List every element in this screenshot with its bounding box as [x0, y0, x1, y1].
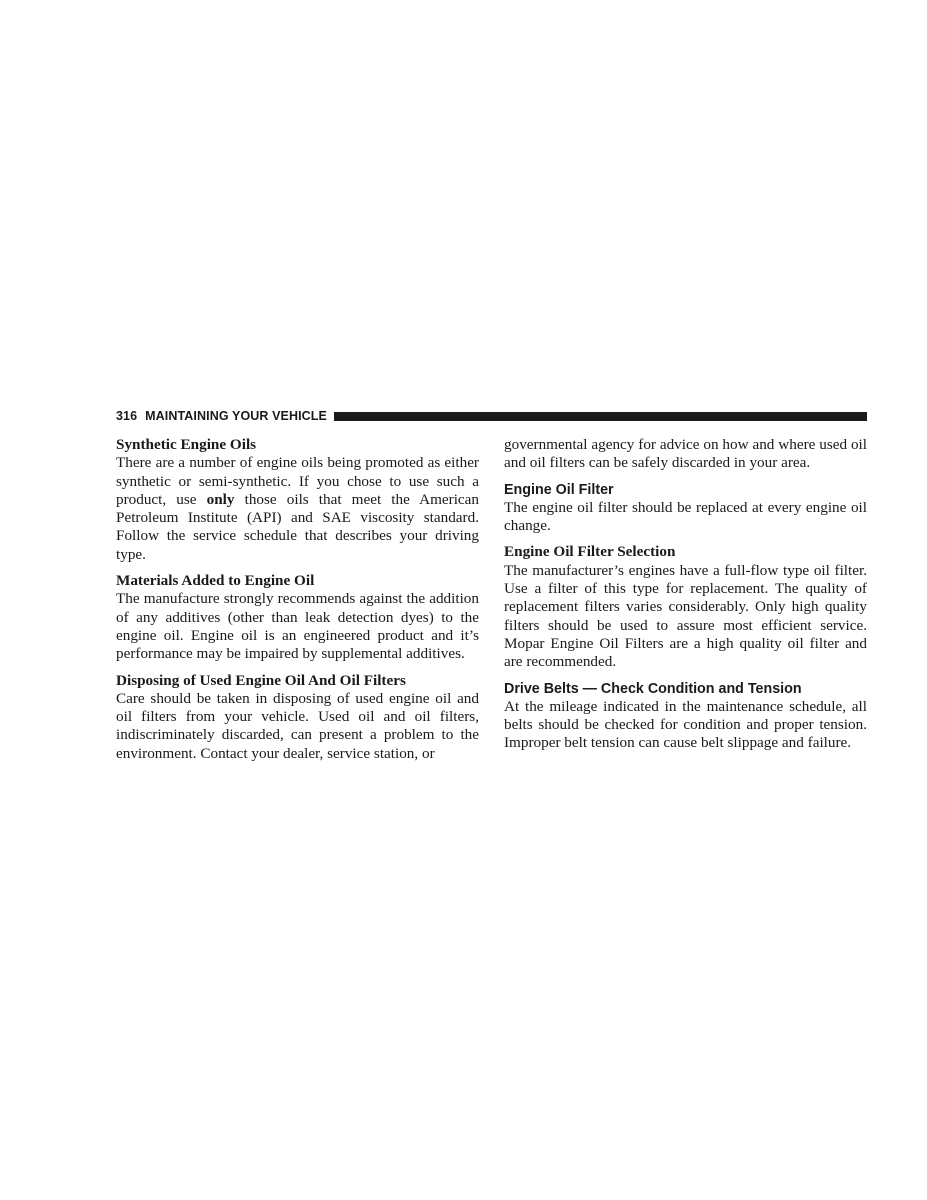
paragraph-disposing: Care should be taken in disposing of used engine oil and oil filters from your vehicle. Used oil and oil filters, indiscriminately discarded, can present a problem to the environment. Contact your dealer, service station, or — [116, 689, 479, 762]
right-column — [504, 436, 867, 761]
left-column — [116, 436, 479, 771]
synthetic-text-before: There are a number of engine oils being promoted as either synthetic or semi-synthetic. If you chose to use such a product, use — [116, 454, 479, 508]
paragraph-materials-added: The manufacture strongly recommends against the addition of any additives (other than leak detection dyes) to the engine oil. Engine oil is an engineered product and it’s performance may be impaired by supplemental additives. — [116, 590, 479, 663]
heading-filter-selection: Engine Oil Filter Selection — [504, 543, 676, 561]
paragraph-filter-selection: The manufacturer’s engines have a full-flow type oil filter. Use a filter of this type for replacement. The quality of replacement filters varies considerably. Only high quality filters should be used to assure most efficient service. Mopar Engine Oil Filters are a high quality oil filter and are recommended. — [504, 561, 867, 671]
section-title: MAINTAINING YOUR VEHICLE — [145, 409, 327, 423]
paragraph-synthetic-engine-oils — [116, 454, 479, 564]
section-filter-selection — [504, 543, 867, 671]
section-engine-oil-filter — [504, 481, 867, 536]
paragraph-engine-oil-filter: The engine oil filter should be replaced at every engine oil change. — [504, 498, 867, 535]
page-number: 316 — [116, 409, 138, 423]
section-synthetic-engine-oils — [116, 436, 479, 564]
heading-materials-added: Materials Added to Engine Oil — [116, 572, 315, 590]
page-header — [116, 408, 867, 424]
heading-synthetic-engine-oils: Synthetic Engine Oils — [116, 436, 257, 453]
heading-disposing: Disposing of Used Engine Oil And Oil Filters — [116, 671, 406, 689]
section-disposing — [116, 672, 479, 763]
section-materials-added — [116, 572, 479, 663]
paragraph-drive-belts: At the mileage indicated in the maintenance schedule, all belts should be checked for condition and proper tension. Improper belt tension can cause belt slippage and failure. — [504, 697, 867, 752]
header-rule — [334, 412, 867, 421]
heading-engine-oil-filter: Engine Oil Filter — [504, 481, 614, 498]
emphasis-only: only — [206, 490, 235, 508]
synthetic-text-after: those oils that meet the American Petroleum Institute (API) and SAE viscosity standard. Follow the service schedule that describes your driving type. — [116, 490, 479, 563]
heading-drive-belts: Drive Belts — Check Condition and Tension — [504, 680, 802, 697]
section-drive-belts — [504, 680, 867, 753]
paragraph-disposing-continued: governmental agency for advice on how and where used oil and oil filters can be safely discarded in your area. — [504, 436, 867, 472]
section-disposing-continued — [504, 436, 867, 473]
